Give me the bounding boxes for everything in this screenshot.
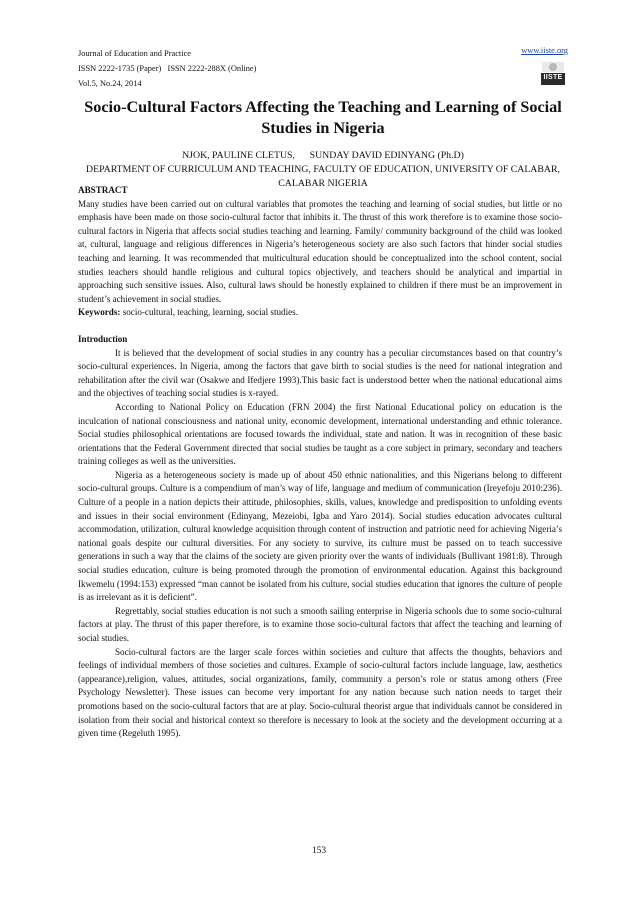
author-affiliation: DEPARTMENT OF CURRICULUM AND TEACHING, FACULTY OF EDUCATION, UNIVERSITY OF CALABAR, CALABAR NIGERIA [86, 164, 560, 189]
journal-header [78, 46, 256, 91]
page-number: 153 [311, 846, 327, 856]
intro-paragraph-4: Regrettably, social studies education is not such a smooth sailing enterprise in Nigeria schools due to some socio-cultural factors at play. The thrust of this paper therefore, is to examine those socio-cultural factors that affect the teaching and learning of social studies. [78, 605, 562, 643]
keywords-text: socio-cultural, teaching, learning, social studies. [120, 307, 298, 318]
paper-title: Socio-Cultural Factors Affecting the Teaching and Learning of Social Studies in Nigeria [84, 98, 562, 137]
introduction-heading: Introduction [78, 333, 128, 344]
author-names: NJOK, PAULINE CLETUS, SUNDAY DAVID EDINYANG (Ph.D) [182, 150, 464, 161]
journal-url-link[interactable]: www.iiste.org [521, 46, 568, 55]
paper-body [78, 184, 562, 741]
intro-paragraph-5: Socio-cultural factors are the larger scale forces within societies and culture that affects the thoughts, behaviors and feelings of individual members of those societies and cultures. Example of socio-cultural factors include language, law, aesthetics (appearance),religion, values, attitudes, social organizations, family, community a person’s role or status among others (Free Psychology Newsletter). These issues can become very important for any nation because such nation needs to target their promotions based on the socio-cultural factors that are at play. Socio-cultural theorist argue that individuals cannot be considered in isolation from their social and historical context so therefore is necessary to look at the society and the development occurring at a given time (Regeluth 1995). [78, 646, 562, 739]
intro-paragraph-2: According to National Policy on Education (FRN 2004) the first National Educational policy on education is the inculcation of national consciousness and national unity, economic development, international understanding and ethnic tolerance. Social studies philosophical orientations are focused towards the individual, state and nation. It was in recognition of these basic orientations that the Federal Government directed that social studies be taught as a core subject in primary, secondary and teachers training colleges as well as the universities. [78, 401, 562, 467]
abstract-text: Many studies have been carried out on cultural variables that promotes the teaching and learning of social studies, but little or no emphasis have been made on those socio-cultural factor that inhibits it. The thrust of this work therefore is to examine those socio-cultural factors in Nigeria that affects social studies teaching and learning. Family/ community background of the child was looked at, cultural, language and religious differences in Nigeria’s heterogeneous society are also such factors that hinder social studies teaching and learning. It was recommended that multicultural education should be conceptualized into the school content, social studies teachers should handle religious and cultural topics objectively, and teachers should be analytical and impartial in approaching such sensitive issues. Also, cultural laws should be honestly explained to children if there must be an improvement in student’s achievement in social studies. [78, 198, 562, 304]
iiste-logo [540, 61, 566, 87]
logo-text: IISTE [543, 74, 563, 81]
keywords-line [78, 306, 562, 320]
journal-issn: ISSN 2222-1735 (Paper) ISSN 2222-288X (Online) [78, 64, 257, 73]
intro-paragraph-1: It is believed that the development of social studies in any country has a peculiar circumstances based on that country’s socio-cultural experiences. In Nigeria, among the factors that gave birth to social studies is the need for national integration and rehabilitation after the civil war (Osakwe and Ifedjere 1993).This basic fact is understood better when the national educational aims and the objectives of teaching social studies is x-rayed. [78, 347, 562, 399]
intro-paragraph-3: Nigeria as a heterogeneous society is made up of about 450 ethnic nationalities, and this Nigerians belong to different socio-cultural groups. Culture is a compendium of man’s way of life, language and medium of communication (Ireyefoju 2010:236). Culture of a people in a nation depicts their attitude, philosophies, skills, values, knowledge and predisposition to unfolding events and issues in their social environment (Edinyang, Mezeiobi, Igba and Yaro 2014). Social studies education advocates cultural accommodation, utilization, cultural knowledge acquisition through content of instruction and patriotic need for achieving Nigeria’s national goals despite our cultural diversities. For any society to survive, its culture must be passed on to teach successive generations in such a way that the claims of the society are given priority over the wants of individuals (Bullivant 1981:8). Through social studies education, culture is being promoted through the promotion of environmental education. Against this background Ikwemelu (1994:153) expressed “man cannot be isolated from his culture, social studies education that ignores the culture of people is as irrelevant as it is deficient”. [78, 469, 562, 603]
abstract-heading: ABSTRACT [78, 185, 128, 195]
keywords-label: Keywords: [78, 307, 121, 318]
section-gap [78, 320, 562, 333]
journal-name: Journal of Education and Practice [78, 49, 192, 58]
journal-volume: Vol.5, No.24, 2014 [78, 79, 142, 88]
